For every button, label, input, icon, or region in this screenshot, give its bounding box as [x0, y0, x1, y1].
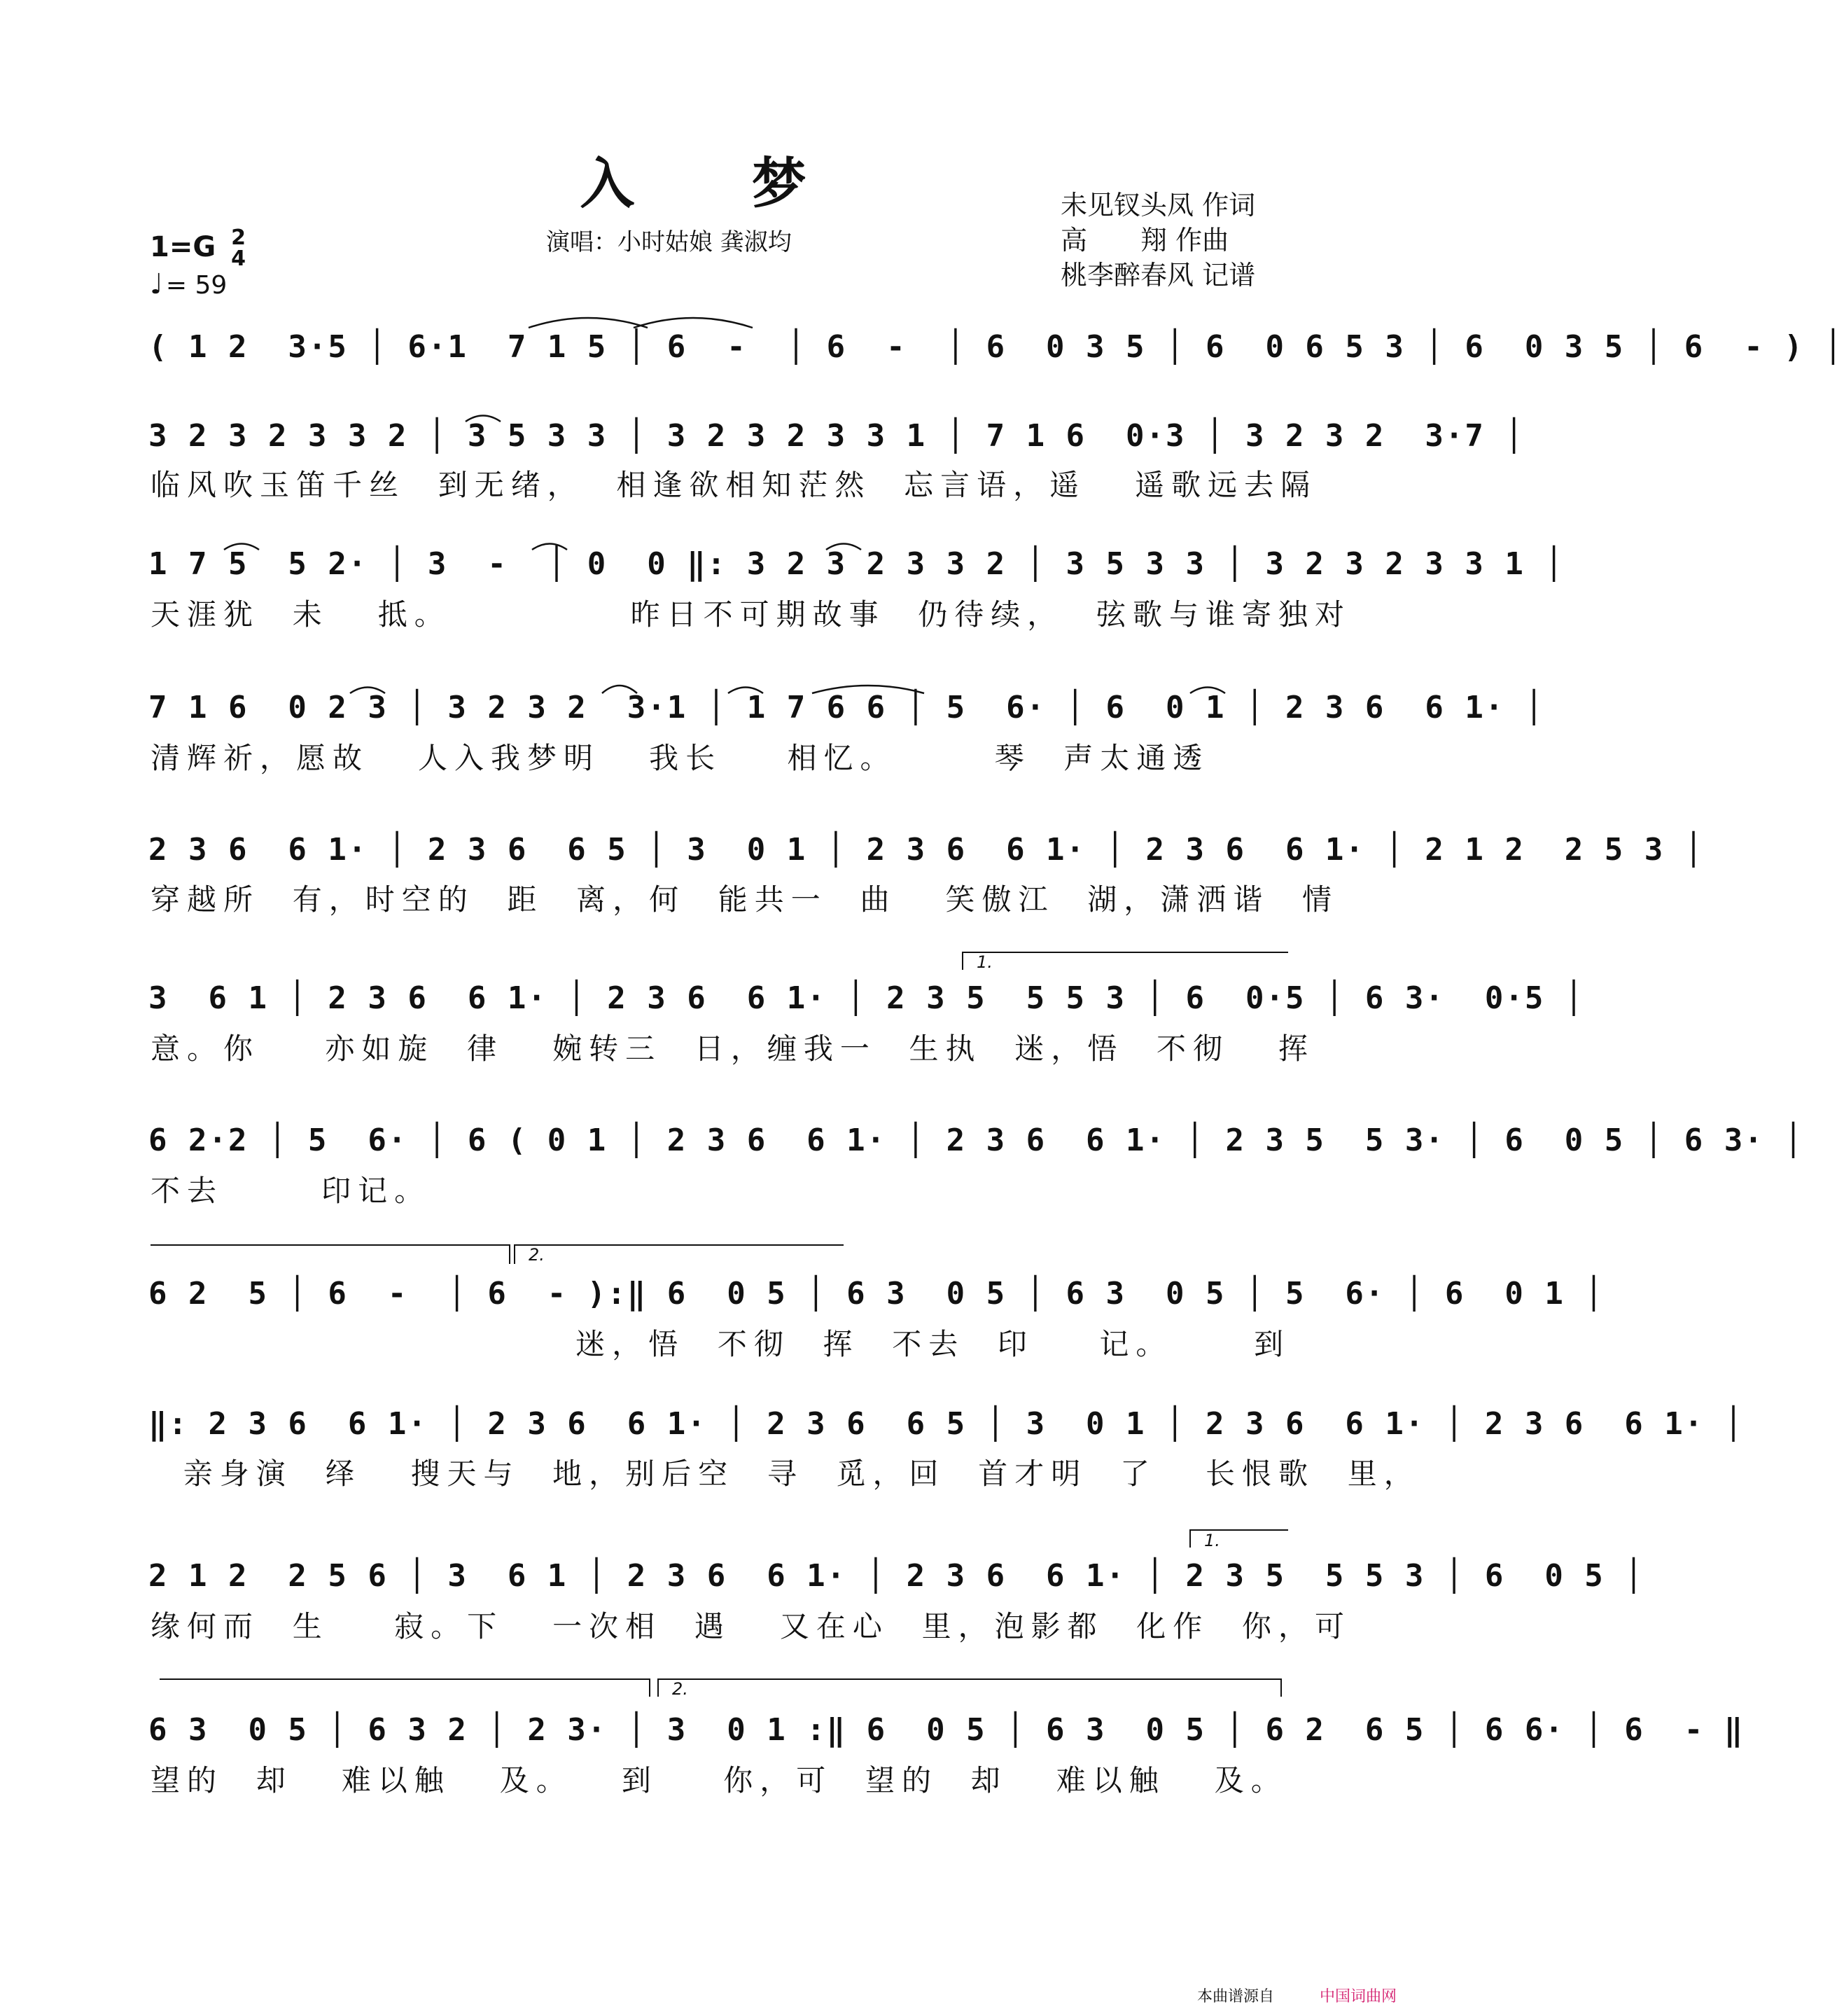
footer-site-link[interactable]: 中国词曲网	[1320, 1988, 1397, 2005]
notation-row-6: 3 6 1 │ 2 3 6 6 1· │ 2 3 6 6 1· │ 2 3 5 5 5 3 │ 6 0·5 │ 6 3· 0·5 │	[148, 980, 1585, 1016]
notation-row-2: 3 2 3 2 3 3 2 │ 3 5 3 3 │ 3 2 3 2 3 3 1 │ 7 1 6 0·3 │ 3 2 3 2 3·7 │	[148, 418, 1525, 454]
lyrics-row-6: 意。你 亦如旋 律 婉转三 日，缠我一 生执 迷，悟 不彻 挥	[151, 1031, 1315, 1066]
lyrics-row-3: 天涯犹 未 抵。 昨日不可期故事 仍待续， 弦歌与谁寄独对	[151, 597, 1352, 632]
notation-row-7: 6 2·2 │ 5 6· │ 6 ( 0 1 │ 2 3 6 6 1· │ 2 3 6 6 1· │ 2 3 5 5 3· │ 6 0 5 │ 6 3· │	[148, 1122, 1804, 1158]
lyrics-row-10: 缘何而 生 寂。下 一次相 遇 又在心 里，泡影都 化作 你，可	[151, 1609, 1352, 1643]
notation-row-3: 1 7 5 5 2· │ 3 - │ 0 0 ‖: 3 2 3 2 3 3 2 │ 3 5 3 3 │ 3 2 3 2 3 3 1 │	[148, 546, 1565, 582]
time-bottom: 4	[231, 246, 246, 271]
lyricist-credit: 未见钗头凤 作词	[1061, 190, 1256, 221]
lyrics-row-5: 穿越所 有，时空的 距 离，何 能共一 曲 笑傲江 湖，潇洒谐 情	[151, 882, 1339, 917]
lyrics-row-9: 亲身演 绎 搜天与 地，别后空 寻 觅，回 首才明 了 长恨歌 里，	[151, 1457, 1420, 1491]
notation-row-10: 2 1 2 2 5 6 │ 3 6 1 │ 2 3 6 6 1· │ 2 3 6 6 1· │ 2 3 5 5 5 3 │ 6 0 5 │	[148, 1558, 1644, 1594]
notation-row-8: 6 2 5 │ 6 - │ 6 - ):‖ 6 0 5 │ 6 3 0 5 │ 6 3 0 5 │ 5 6· │ 6 0 1 │	[148, 1276, 1605, 1312]
notation-row-4: 7 1 6 0 2 3 │ 3 2 3 2 3·1 │ 1 7 6 6 │ 5 6· │ 6 0 1 │ 2 3 6 6 1· │	[148, 690, 1545, 725]
key-label: 1=G	[150, 231, 216, 263]
volta-2-label-b: 2.	[672, 1679, 688, 1699]
composer-credit: 高 翔 作曲	[1061, 225, 1229, 256]
singer-credit: 演唱：小时姑娘 龚淑均	[546, 228, 792, 256]
quarter-note-icon: ♩	[150, 268, 163, 300]
notation-row-1: ( 1 2 3·5 │ 6·1 7 1 5 │ 6 - │ 6 - │ 6 0 3 5 │ 6 0 6 5 3 │ 6 0 3 5 │ 6 - ) │	[148, 329, 1844, 365]
lyrics-row-11: 望的 却 难以触 及。 到 你，可 望的 却 难以触 及。	[151, 1763, 1287, 1798]
notation-row-9: ‖: 2 3 6 6 1· │ 2 3 6 6 1· │ 2 3 6 6 5 │ 3 0 1 │ 2 3 6 6 1· │ 2 3 6 6 1· │	[148, 1406, 1745, 1442]
lyrics-row-4: 清辉祈，愿故 人入我梦明 我长 相忆。 琴 声太通透	[151, 741, 1210, 775]
song-title: 入 梦	[580, 152, 855, 216]
notation-row-11: 6 3 0 5 │ 6 3 2 │ 2 3· │ 3 0 1 :‖ 6 0 5 │ 6 3 0 5 │ 6 2 6 5 │ 6 6· │ 6 - ‖	[148, 1712, 1745, 1748]
notation-row-5: 2 3 6 6 1· │ 2 3 6 6 5 │ 3 0 1 │ 2 3 6 6 1· │ 2 3 6 6 1· │ 2 1 2 2 5 3 │	[148, 832, 1705, 868]
lyrics-row-7: 不去 印记。	[151, 1174, 431, 1208]
time-top: 2	[231, 225, 246, 250]
volta-1-label-b: 1.	[1204, 1531, 1220, 1550]
lyrics-row-2: 临风吹玉笛千丝 到无绪， 相逢欲相知茫然 忘言语，遥 遥歌远去隔	[151, 468, 1318, 502]
lyrics-row-8: 迷，悟 不彻 挥 不去 印 记。 到	[151, 1327, 1291, 1361]
footer-source-text: 本曲谱源自	[1197, 1988, 1275, 2005]
transcriber-credit: 桃李醉春风 记谱	[1061, 260, 1256, 291]
volta-1-label-a: 1.	[977, 952, 993, 972]
volta-2-label-a: 2.	[529, 1245, 545, 1265]
tempo-value: = 59	[165, 271, 228, 300]
